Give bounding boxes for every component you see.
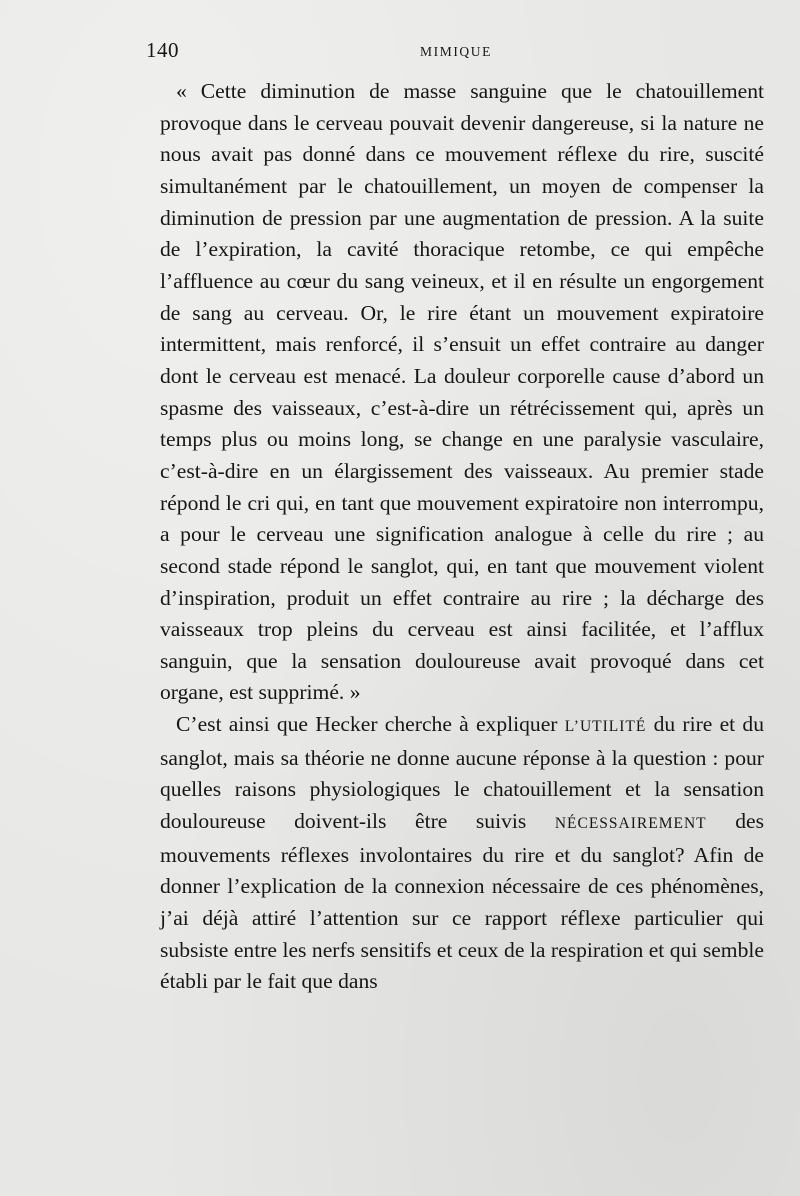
commentary-paragraph	[160, 709, 764, 998]
paragraph-text-part-3: des mouvements réflexes involontaires du rire et du sanglot? Afin de donner l’explication de la connexion nécessaire de ces phénomènes, j’ai déjà attiré l’attention sur ce rapport réflexe particulier qui subsiste entre les nerfs sensitifs et ceux de la respiration et qui semble établi par le fait que dans	[160, 809, 764, 994]
paragraph-text-part-1: C’est ainsi que Hecker cherche à expliquer	[176, 712, 558, 737]
body-text	[160, 76, 764, 998]
running-title: MIMIQUE	[420, 44, 492, 59]
page-number: 140	[146, 38, 179, 62]
quote-paragraph: « Cette diminution de masse sanguine que le chatouillement provoque dans le cerveau pouvait devenir dangereuse, si la nature ne nous avait pas donné dans ce mouvement réflexe du rire, suscité simultanément par le chatouillement, un moyen de compenser la diminution de pression par une augmentation de pression. A la suite de l’expiration, la cavité thoracique retombe, ce qui empêche l’affluence au cœur du sang veineux, et il en résulte un engorgement de sang au cerveau. Or, le rire étant un mouvement expiratoire intermittent, mais renforcé, il s’ensuit un effet contraire au danger dont le cerveau est menacé. La douleur corporelle cause d’abord un spasme des vaisseaux, c’est-à-dire un rétrécissement qui, après un temps plus ou moins long, se change en une paralysie vasculaire, c’est-à-dire en un élargissement des vaisseaux. Au premier stade répond le cri qui, en tant que mouvement expiratoire non interrompu, a pour le cerveau une signification analogue à celle du rire ; au second stade répond le sanglot, qui, en tant que mouvement violent d’inspiration, produit un effet contraire au rire ; la décharge des vaisseaux trop pleins du cerveau est ainsi facilitée, et l’afflux sanguin, que la sensation douloureuse avait provoqué dans cet organe, est supprimé. »	[160, 79, 764, 705]
emphasis-utilite: L’UTILITÉ	[564, 718, 647, 736]
page-header	[146, 38, 766, 64]
paragraph-text-part-2: du rire et du sanglot, mais sa théorie ne donne aucune réponse à la question : pour quelles raisons physiologiques le chatouillement et la sensation douloureuse doivent-ils être suivis	[160, 712, 764, 834]
emphasis-necessairement: NÉCESSAIREMENT	[554, 815, 707, 833]
